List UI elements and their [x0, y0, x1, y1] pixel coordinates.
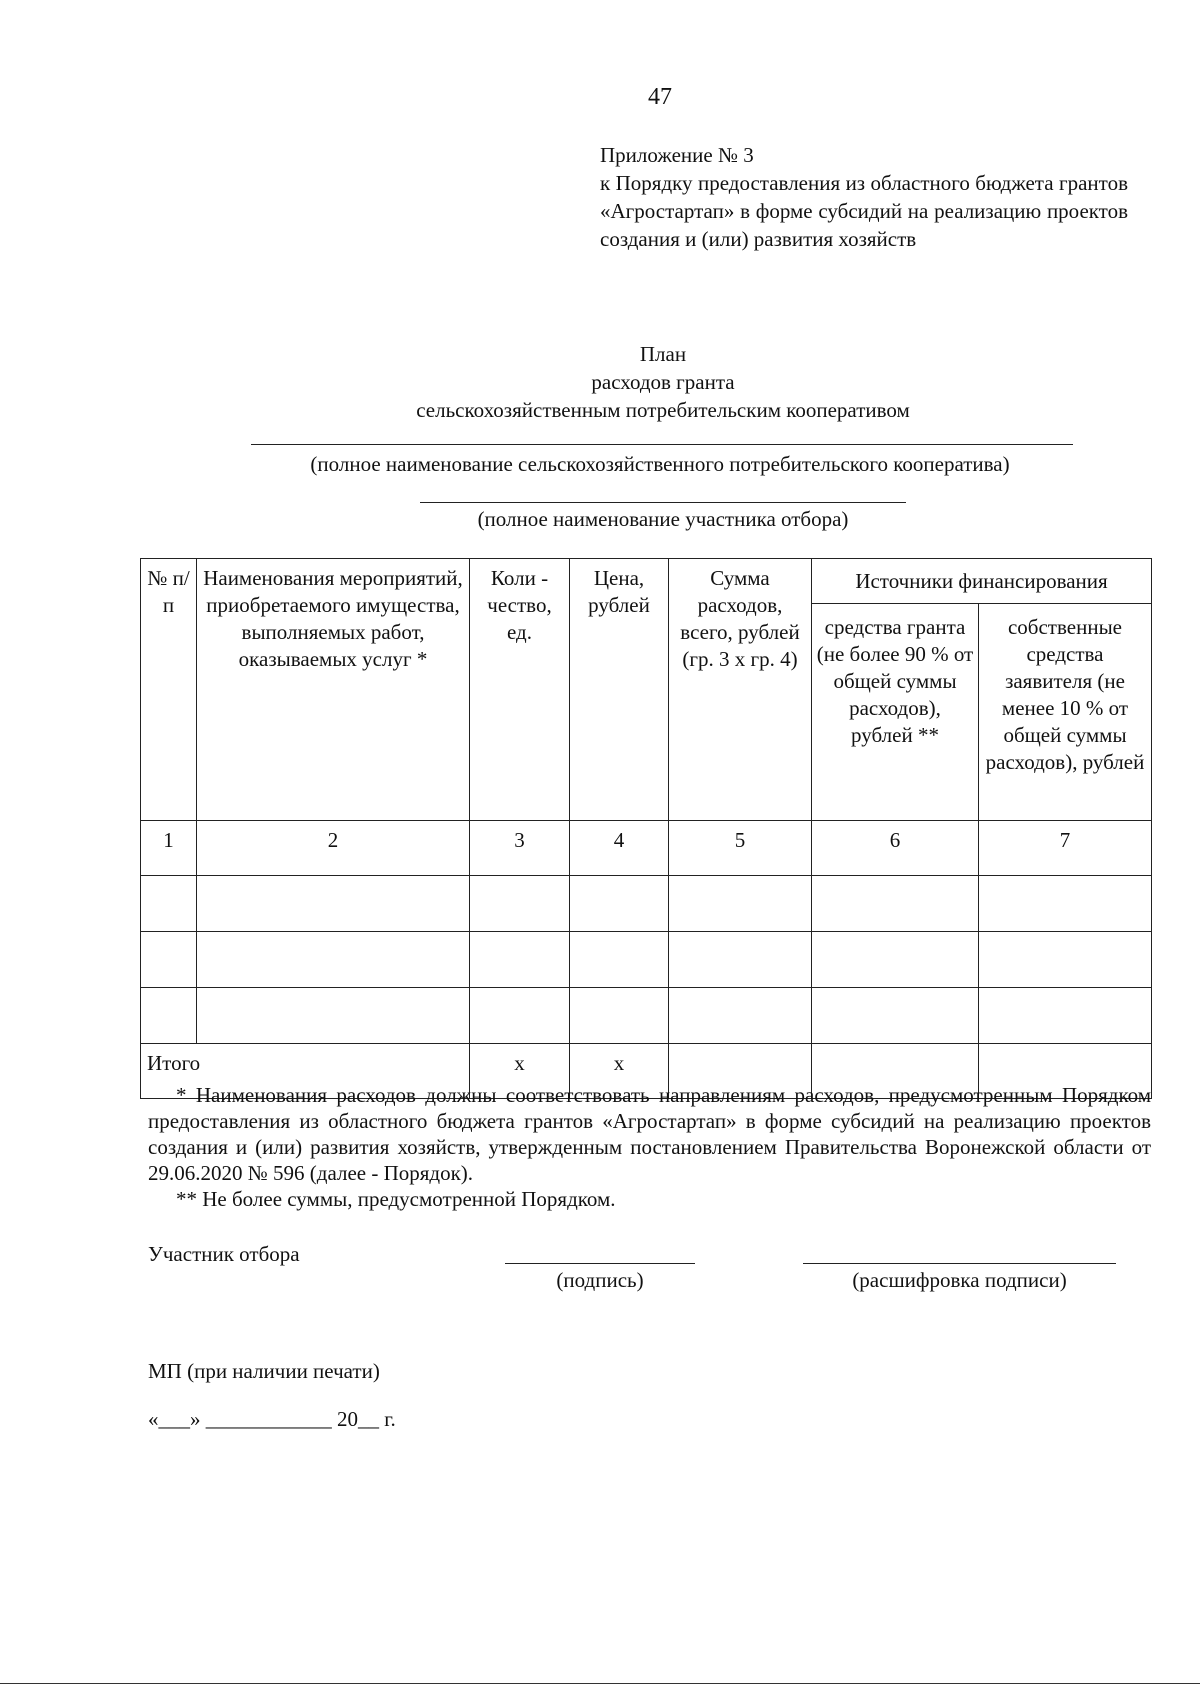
column-number: 6 [812, 821, 979, 876]
table-cell[interactable] [979, 932, 1152, 988]
header-qty: Коли - чество, ед. [470, 559, 570, 821]
signature-transcript-line [803, 1263, 1116, 1264]
table-cell[interactable] [570, 988, 669, 1044]
plan-line-2: расходов гранта [591, 370, 735, 394]
table-cell[interactable] [141, 932, 197, 988]
table-cell[interactable] [812, 988, 979, 1044]
total-label: Итого [141, 1044, 470, 1099]
header-sources: Источники финансирования [812, 559, 1152, 604]
signature-line [505, 1263, 695, 1264]
table-cell[interactable] [669, 876, 812, 932]
header-price: Цена, рублей [570, 559, 669, 821]
participant-name-line [420, 502, 906, 503]
table-cell[interactable] [197, 932, 470, 988]
cooperative-name-line [251, 444, 1073, 445]
page-bottom-border [0, 1683, 1200, 1684]
page-number: 47 [648, 84, 672, 110]
column-number: 1 [141, 821, 197, 876]
table-cell[interactable] [669, 988, 812, 1044]
column-number: 5 [669, 821, 812, 876]
plan-line-1: План [639, 342, 687, 366]
column-number: 2 [197, 821, 470, 876]
table-cell[interactable] [470, 876, 570, 932]
appendix-title: Приложение № 3 [600, 143, 754, 167]
table-cell[interactable] [979, 988, 1152, 1044]
appendix-block [600, 141, 1128, 253]
header-num: № п/п [141, 559, 197, 821]
table-cell[interactable] [470, 988, 570, 1044]
plan-line-3: сельскохозяйственным потребительским кооперативом [416, 398, 910, 422]
footnotes [148, 1082, 1151, 1212]
table-cell[interactable] [197, 988, 470, 1044]
footnote-1: * Наименования расходов должны соответствовать направлениям расходов, предусмотренным Порядком предоставления из областного бюджета грантов «Агростартап» в форме субсидий на реализацию проектов создания и (или) развития хозяйств, утвержденным постановлением Правительства Воронежской области от 29.06.2020 № 596 (далее - Порядок). [148, 1083, 1151, 1185]
table-cell[interactable] [470, 932, 570, 988]
table-cell[interactable] [570, 876, 669, 932]
signature-transcript-caption: (расшифровка подписи) [852, 1268, 1067, 1292]
table-cell[interactable] [669, 932, 812, 988]
table-cell[interactable] [812, 932, 979, 988]
plan-title [0, 340, 1200, 424]
table-row [141, 876, 1152, 932]
table-header-row [141, 559, 1152, 604]
table-cell[interactable] [141, 876, 197, 932]
cooperative-name-caption: (полное наименование сельскохозяйственного потребительского кооператива) [310, 452, 1010, 476]
table-cell[interactable] [812, 876, 979, 932]
table-cell[interactable] [979, 876, 1152, 932]
date-line: «___» ____________ 20__ г. [148, 1407, 396, 1431]
table-cell[interactable] [141, 988, 197, 1044]
total-price: х [570, 1044, 669, 1099]
table-cell[interactable] [197, 876, 470, 932]
stamp-label: МП (при наличии печати) [148, 1359, 380, 1383]
column-number: 4 [570, 821, 669, 876]
header-grant-funds: средства гранта (не более 90 % от общей суммы расходов), рублей ** [812, 604, 979, 821]
footnote-2: ** Не более суммы, предусмотренной Порядком. [176, 1187, 616, 1211]
table-cell[interactable] [570, 932, 669, 988]
header-sum: Сумма расходов, всего, рублей (гр. 3 х гр. 4) [669, 559, 812, 821]
header-own-funds: собственные средства заявителя (не менее 10 % от общей суммы расходов), рублей [979, 604, 1152, 821]
column-number-row [141, 821, 1152, 876]
column-number: 3 [470, 821, 570, 876]
signature-caption: (подпись) [556, 1268, 644, 1292]
appendix-body: к Порядку предоставления из областного бюджета грантов «Агростартап» в форме субсидий на реализацию проектов создания и (или) развития хозяйств [600, 171, 1128, 251]
table-row [141, 988, 1152, 1044]
header-name: Наименования мероприятий, приобретаемого имущества, выполняемых работ, оказываемых услуг * [197, 559, 470, 821]
expense-plan-table [140, 558, 1152, 1099]
column-number: 7 [979, 821, 1152, 876]
table-row [141, 932, 1152, 988]
participant-label: Участник отбора [148, 1242, 300, 1266]
participant-name-caption: (полное наименование участника отбора) [477, 507, 849, 531]
total-qty: х [470, 1044, 570, 1099]
